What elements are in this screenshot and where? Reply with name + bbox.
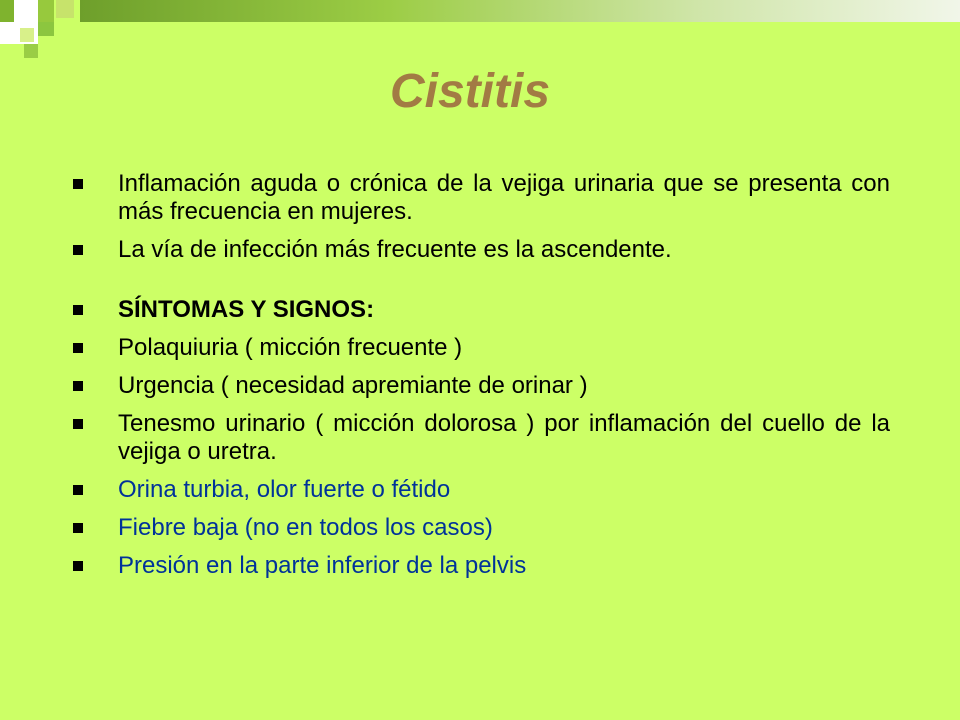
bullet-text: Presión en la parte inferior de la pelvis [118, 552, 527, 579]
bullet-text: Tenesmo urinario ( micción dolorosa ) por inflamación del cuello de la vejiga o uretra. [118, 410, 890, 465]
deco-square [14, 0, 38, 22]
bullet-text: La vía de infección más frecuente es la ascendente. [118, 236, 672, 263]
deco-square [0, 0, 14, 22]
bullet-icon [73, 485, 83, 495]
bullet-item [70, 372, 890, 400]
bullet-icon [73, 419, 83, 429]
bullet-text: Orina turbia, olor fuerte o fétido [118, 476, 451, 503]
bullet-text: Inflamación aguda o crónica de la vejiga urinaria que se presenta con más frecuencia en mujeres. [118, 170, 890, 225]
corner-decoration [0, 0, 80, 60]
bullet-item [70, 236, 890, 264]
deco-square [38, 0, 54, 22]
deco-square [24, 44, 38, 58]
bullet-icon [73, 245, 83, 255]
bullet-icon [73, 305, 83, 315]
bullet-icon [73, 561, 83, 571]
bullet-item [70, 514, 890, 542]
bullet-icon [73, 523, 83, 533]
bullet-icon [73, 343, 83, 353]
bullet-icon [73, 179, 83, 189]
bullet-text: Polaquiuria ( micción frecuente ) [118, 334, 463, 361]
deco-square [20, 28, 34, 42]
bullet-list [70, 170, 890, 590]
deco-square [56, 0, 74, 18]
slide-title: Cistitis [389, 65, 551, 118]
bullet-item [70, 552, 890, 580]
deco-square [0, 22, 14, 44]
top-gradient-bar [80, 0, 960, 22]
deco-square [38, 22, 54, 36]
bullet-item [70, 334, 890, 362]
bullet-text: Fiebre baja (no en todos los casos) [118, 514, 493, 541]
section-heading: SÍNTOMAS Y SIGNOS: [118, 296, 375, 323]
bullet-text: Urgencia ( necesidad apremiante de orinar ) [118, 372, 588, 399]
bullet-item [70, 476, 890, 504]
bullet-icon [73, 381, 83, 391]
bullet-item [70, 410, 890, 466]
bullet-item [70, 170, 890, 226]
bullet-item-heading [70, 296, 890, 324]
